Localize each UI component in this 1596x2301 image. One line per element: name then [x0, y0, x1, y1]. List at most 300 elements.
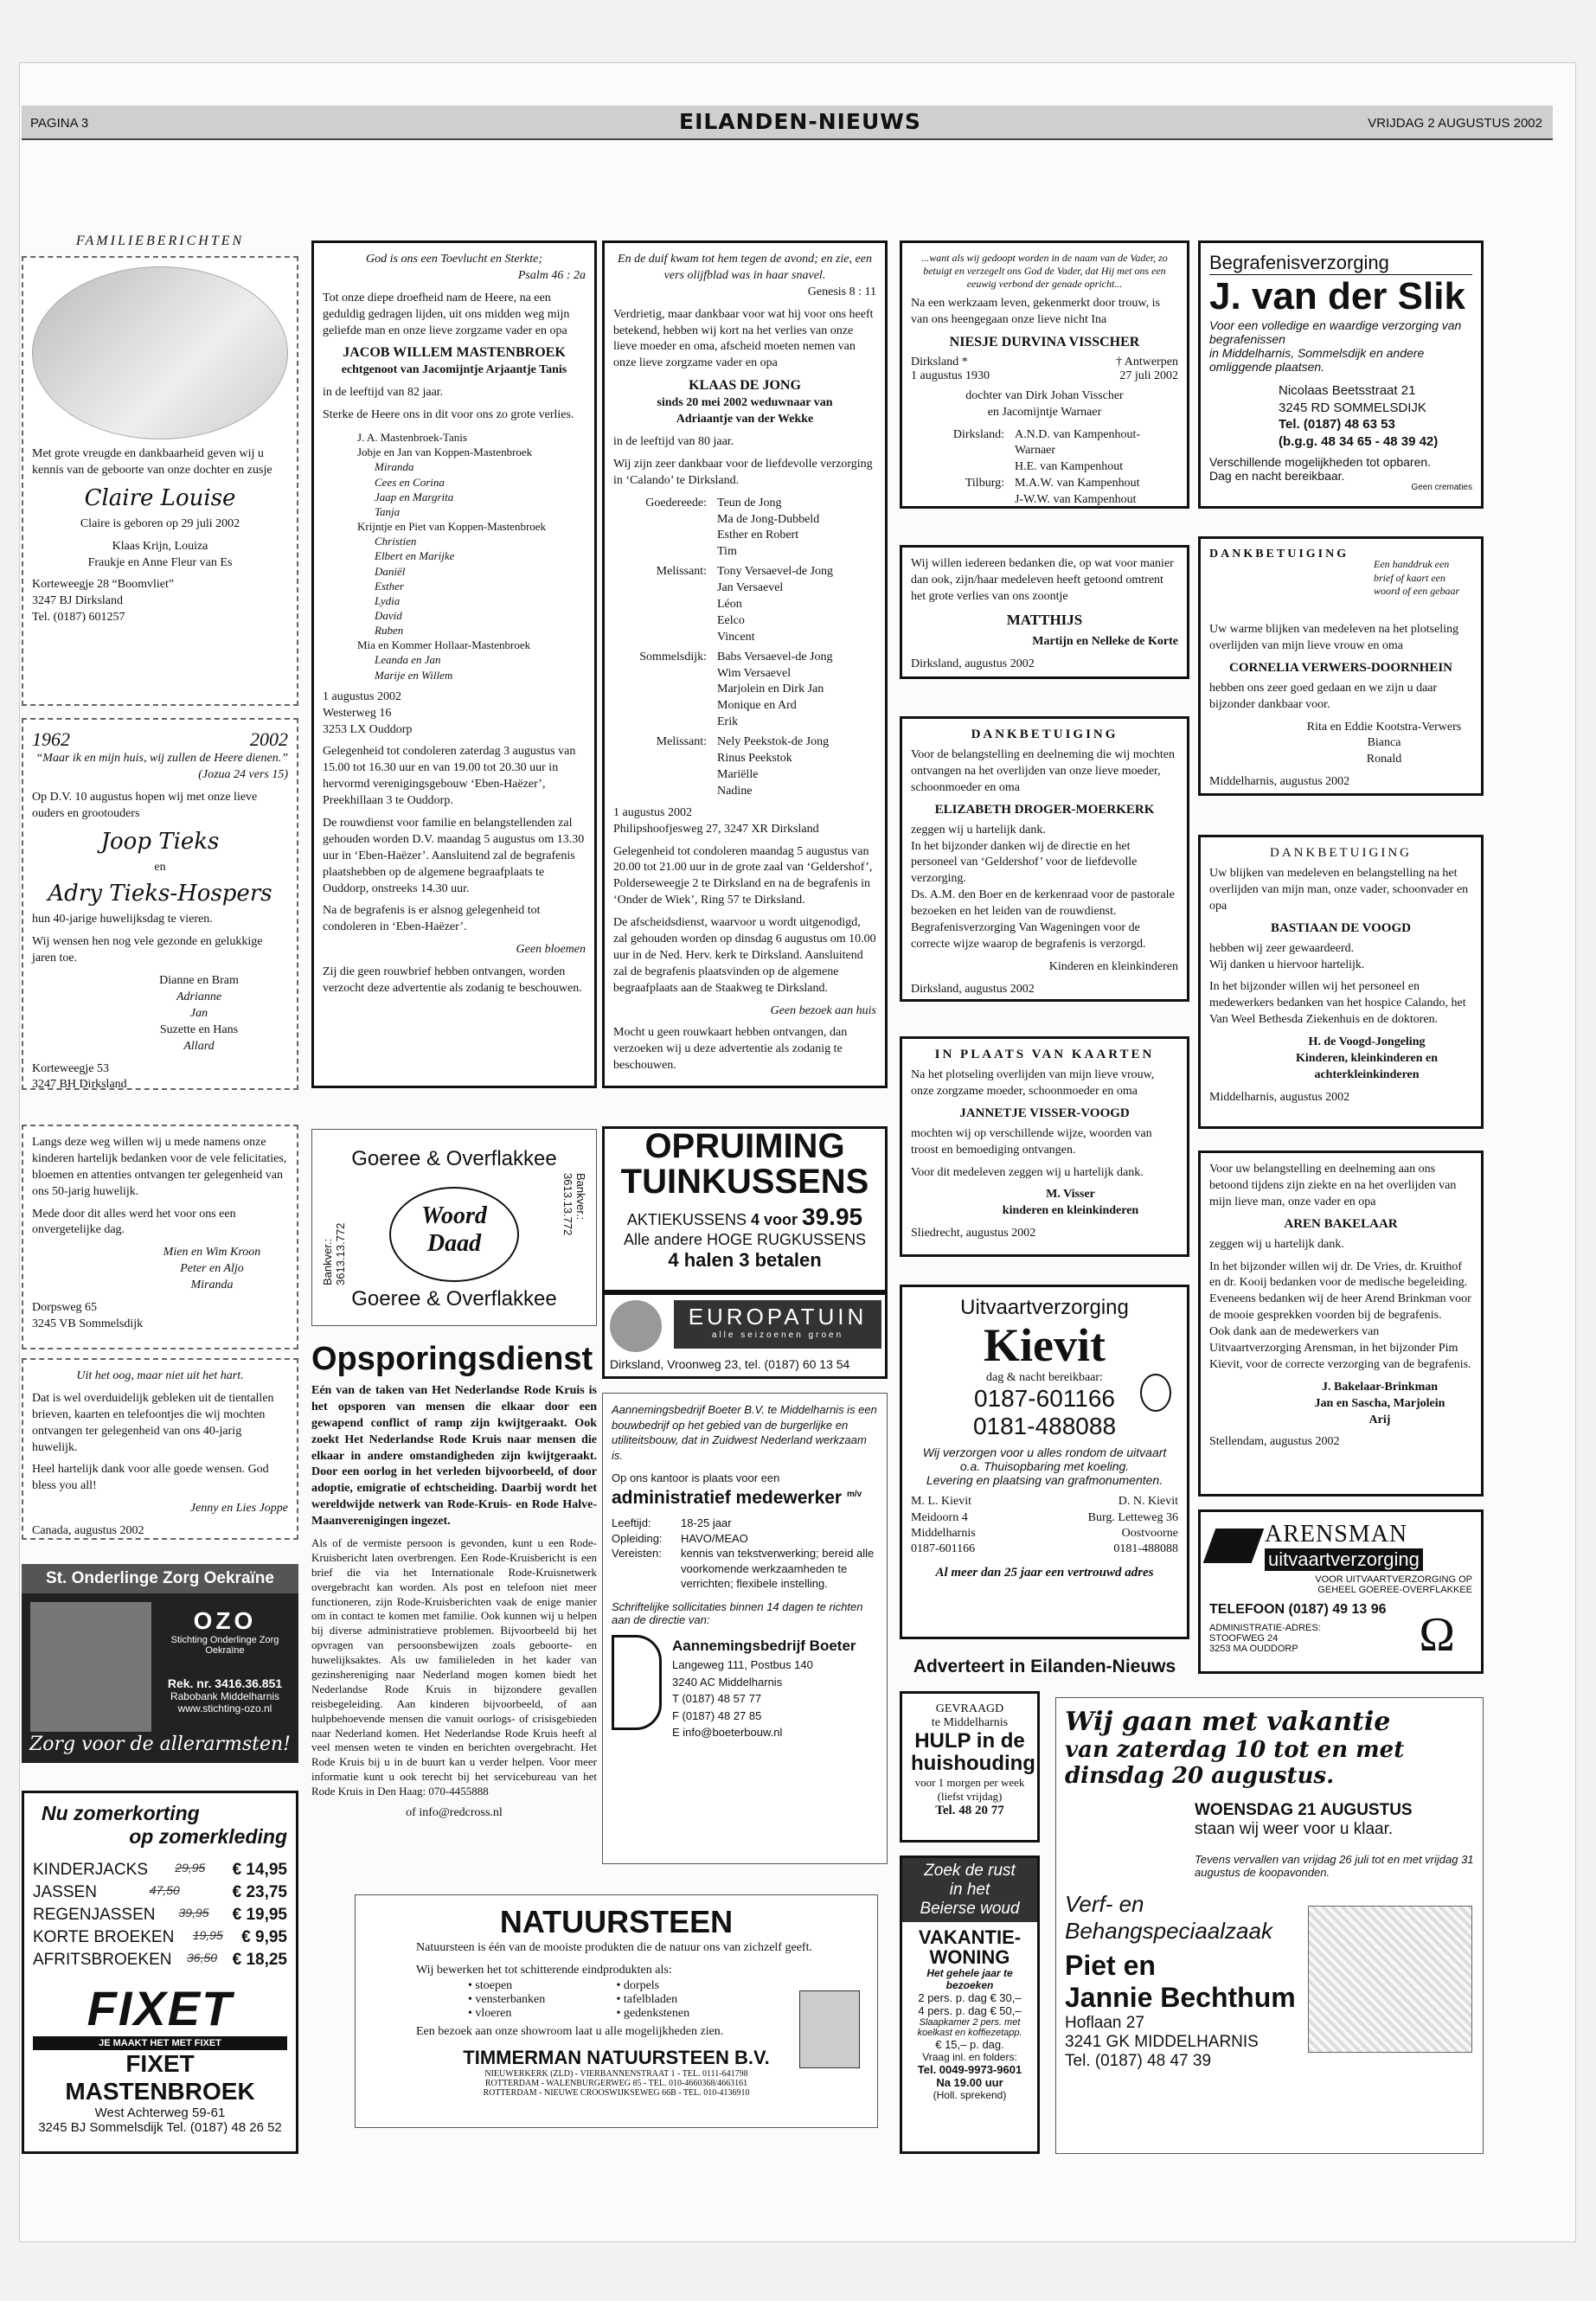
- boeter-city: 3240 AC Middelharnis: [672, 1675, 783, 1689]
- boeter-address: Langeweg 111, Postbus 140: [672, 1658, 813, 1672]
- family-member: Ruben: [375, 624, 404, 638]
- bast-heading: DANKBETUIGING: [1270, 846, 1412, 860]
- jan-heading: IN PLAATS VAN KAARTEN: [934, 1048, 1155, 1061]
- drog-thanks: zeggen wij u hartelijk dank.: [911, 823, 1046, 836]
- obit1-condolence: Gelegenheid tot condoleren zaterdag 3 augustus van 15.00 tot 16.30 uur en van 19.00 tot 20.30 uur in hervormd verenigingsgebouw ‘Eben-Haëzer’, Preekhillaan 3 te Ouddorp.: [323, 745, 576, 808]
- wife-name: Adry Tieks-Hospers: [48, 881, 272, 907]
- obit1-city: 3253 LX Ouddorp: [323, 722, 413, 736]
- thanks-40-years: [22, 1358, 298, 1540]
- hulp-wanted: GEVRAAGD: [935, 1702, 1004, 1715]
- aren-text-5: Ook dank aan de medewerkers van Uitvaartverzorging Arensman, in het bijzonder Pim Kievit, voor de correcte verzorging van de begrafenis.: [1209, 1325, 1471, 1371]
- obituary-visscher: [900, 240, 1189, 509]
- family-member: Jaap en Margrita: [375, 490, 454, 503]
- obit1-after: Na de begrafenis is er alsnog gelegenheid tot condoleren in ‘Eben-Haëzer’.: [323, 904, 541, 934]
- price-item-name: JASSEN: [33, 1883, 97, 1901]
- newspaper-title: EILANDEN-NIEUWS: [679, 109, 921, 134]
- family-member: Wim Versaevel: [717, 666, 792, 680]
- aren-signer-1: J. Bakelaar-Brinkman: [1321, 1380, 1439, 1394]
- cor-text-2: hebben ons zeer goed gedaan en we zijn u daar bijzonder dankbaar voor.: [1209, 681, 1438, 711]
- anniversary-occasion: hun 40-jarige huwelijksdag te vieren.: [32, 913, 213, 926]
- bast-text-4: In het bijzonder willen wij het personeel en medewerkers bedanken van het hospice Calando, het Van Weel Bethesda Ziekenhuis en de doktoren.: [1209, 980, 1466, 1027]
- aren-text: Voor uw belangstelling en deelneming aan ons betoond tijdens zijn ziekte en na het overlijden van mijn lieve man, onze vader en opa: [1209, 1163, 1457, 1208]
- family-member: Leanda en Jan: [375, 653, 441, 667]
- obit1-flowers: Geen bloemen: [516, 943, 586, 957]
- vak-language: (Holl. sprekend): [933, 2089, 1007, 2102]
- kievit-r3: Oostvoorne: [1121, 1526, 1178, 1540]
- boeter-requirements: [612, 1516, 878, 1592]
- wd-bank-left: Bankver.: 3613.13.772: [321, 1222, 347, 1285]
- drog-heading: DANKBETUIGING: [971, 727, 1118, 741]
- ozo-sub: Stichting Onderlinge Zorg Oekraïne: [170, 1635, 279, 1656]
- advertise-box: [900, 1657, 1189, 1682]
- kievit-emblem-icon: [1140, 1374, 1171, 1412]
- obit3-deathdate: 27 juli 2002: [1119, 369, 1178, 382]
- family-group: [613, 496, 876, 561]
- price-new: € 9,95: [241, 1928, 287, 1946]
- cor-quote: Een handdruk een brief of kaart een woord of een gebaar: [1374, 558, 1460, 598]
- boeter-apply: Schriftelijke sollicitaties binnen 14 dagen te richten aan de directie van:: [612, 1599, 863, 1626]
- europatuin-slogan: alle seizoenen groen: [711, 1330, 844, 1340]
- vak-room-price: € 15,– p. dag.: [935, 2038, 1004, 2052]
- drog-staff: In het bijzonder danken wij de directie en het personeel van ‘Geldershof’ voor de liefdevolle verzorging.: [911, 839, 1138, 886]
- thanks-bakelaar: [1198, 1150, 1484, 1497]
- bast-signer-1: H. de Voogd-Jongeling: [1308, 1035, 1426, 1049]
- vak-room: Slaapkamer 2 pers. met koelkast en koffiezetapp.: [917, 2017, 1022, 2039]
- fixet-store-name: FIXET MASTENBROEK: [65, 2050, 255, 2105]
- thanks-visser-voogd: [900, 1036, 1189, 1257]
- anniversary-quote: “Maar ik en mijn huis, wij zullen de Heere dienen.” (Jozua 24 vers 15): [35, 752, 288, 781]
- family-place: Goedereede:: [645, 496, 707, 510]
- obit1-date: 1 augustus 2002: [323, 689, 401, 703]
- fixet-ad: [22, 1791, 298, 2154]
- family-member: David: [375, 609, 402, 622]
- family-member: Cees en Corina: [375, 475, 445, 489]
- boeter-role: administratief medewerker: [612, 1488, 843, 1509]
- ozo-website[interactable]: www.stichting-ozo.nl: [177, 1702, 272, 1715]
- fixet-price-list: [33, 1861, 287, 1970]
- family-heading-box: [22, 234, 298, 253]
- aren-place: Stellendam, augustus 2002: [1209, 1435, 1340, 1449]
- family-member: Christien: [375, 535, 417, 548]
- signer-3: Miranda: [190, 1279, 234, 1292]
- signer-1: Mien en Wim Kroon: [163, 1246, 261, 1259]
- nat-address-1: NIEUWERKERK (ZLD) - VIERBANNENSTRAAT 1 - TEL. 0111-641798: [484, 2068, 748, 2079]
- obit3-mother: en Jacomijntje Warnaer: [987, 405, 1102, 419]
- kievit-r1: D. N. Kievit: [1118, 1495, 1178, 1509]
- jan-signer-1: M. Visser: [1046, 1188, 1095, 1202]
- birth-date: Claire is geboren op 29 juli 2002: [80, 516, 240, 530]
- price-old: 19,95: [192, 1928, 223, 1942]
- pj-reopen-date: WOENSDAG 21 AUGUSTUS: [1195, 1801, 1413, 1819]
- slik-no-cremation: Geen crematies: [1411, 483, 1472, 492]
- family-member: Tony Versaevel-de Jong: [717, 565, 834, 579]
- requirement-row: [612, 1531, 878, 1547]
- thanks-address: Dorpsweg 65: [32, 1301, 98, 1315]
- europatuin-logo: EUROPATUIN: [688, 1304, 868, 1330]
- family-member: Monique en Ard: [717, 699, 797, 713]
- vak-hours: Na 19.00 uur: [936, 2076, 1003, 2090]
- family-member: Mariëlle: [717, 767, 759, 781]
- slik-address: Nicolaas Beetsstraat 21: [1279, 383, 1416, 398]
- product-item: • vloeren: [468, 2006, 512, 2020]
- price-row: [33, 1951, 287, 1970]
- cor-place: Middelharnis, augustus 2002: [1209, 775, 1350, 789]
- nat-title: NATUURSTEEN: [499, 1904, 734, 1939]
- family-member: Nely Peekstok-de Jong: [717, 735, 830, 749]
- arensman-city: 3253 MA OUDDORP: [1209, 1644, 1298, 1654]
- boeter-fax: F (0187) 48 27 85: [672, 1708, 762, 1722]
- thanks2-text: Dat is wel overduidelijk gebleken uit de tientallen brieven, kaarten en telefoontjes die wij mochten ontvangen ter gelegenheid van ons 40-jarig huwelijk.: [32, 1391, 274, 1454]
- family-group: [613, 564, 876, 645]
- jan-signer-2: kinderen en kleinkinderen: [1002, 1204, 1139, 1218]
- matt-text: Wij willen iedereen bedanken die, op wat voor manier dan ook, zijn/haar medeleven heeft getoond omtrent het grote verlies van ons zoontje: [911, 557, 1174, 603]
- thanks2-text-2: Heel hartelijk dank voor alle goede wensen. God bless you all!: [32, 1463, 269, 1493]
- nat-items: [364, 1979, 869, 2021]
- obit3-verse: ...want als wij gedoopt worden in de naam van de Vader, zo betuigt en verzegelt ons God de Vader, dat Hij met ons een eeuwig verbond der genade opricht...: [921, 252, 1168, 290]
- family-member: Erik: [717, 715, 739, 729]
- obit1-line: Sterke de Heere ons in dit voor ons zo grote verlies.: [323, 408, 574, 422]
- birth-phone: Tel. (0187) 601257: [32, 611, 125, 625]
- boeter-vacancy: [602, 1393, 888, 1864]
- price-item-name: KINDERJACKS: [33, 1861, 149, 1879]
- family-member: Miranda: [375, 460, 414, 474]
- obit2-date: 1 augustus 2002: [613, 805, 692, 819]
- family-member: Mia en Kommer Hollaar-Mastenbroek: [357, 638, 531, 652]
- matt-place: Dirksland, augustus 2002: [911, 657, 1035, 670]
- year-start: 1962: [32, 728, 70, 750]
- anniversary-text: Op D.V. 10 augustus hopen wij met onze lieve ouders en grootouders: [32, 790, 258, 820]
- pj-holiday-2: van zaterdag 10 tot en met: [1065, 1737, 1405, 1763]
- baby-name: Claire Louise: [84, 484, 236, 511]
- obit2-visit: Geen bezoek aan huis: [770, 1003, 876, 1017]
- price-old: 36,50: [187, 1951, 218, 1965]
- slik-text-2: in Middelharnis, Sommelsdijk en andere omliggende plaatsen.: [1209, 346, 1425, 374]
- aren-signer-3: Arij: [1368, 1413, 1391, 1426]
- birth-address: Korteweegje 28 “Boomvliet”: [32, 578, 175, 592]
- family-names: [717, 564, 833, 645]
- thanks2-heading: Uit het oog, maar niet uit het hart.: [76, 1369, 244, 1382]
- thanks-text: Langs deze weg willen wij u mede namens onze kinderen hartelijk bedanken voor de vele felicitaties, bloemen en attenties ontvangen ter gelegenheid van ons 50-jarig huwelijk.: [32, 1136, 287, 1198]
- kievit-name: Kievit: [984, 1319, 1106, 1371]
- nat-intro: Natuursteen is één van de mooiste produkten die de natuur ons van zichzelf geeft.: [416, 1941, 812, 1954]
- opr-price: 39.95: [802, 1203, 863, 1230]
- vak-title: VAKANTIE-WONING: [918, 1926, 1022, 1969]
- child-4: Suzette en Hans: [159, 1022, 239, 1036]
- boeter-email[interactable]: E info@boeterbouw.nl: [672, 1726, 783, 1740]
- kievit-text-3: Levering en plaatsing van grafmonumenten.: [926, 1473, 1163, 1488]
- family-member: Babs Versaevel-de Jong: [717, 650, 833, 663]
- boeter-mv: m/v: [846, 1490, 862, 1500]
- hulp-hours: voor 1 morgen per week: [914, 1775, 1025, 1789]
- ozo-account: Rek. nr. 3416.36.851: [167, 1676, 283, 1690]
- page-number: PAGINA 3: [30, 116, 89, 131]
- family-names: [717, 496, 819, 561]
- hulp-place: te Middelharnis: [931, 1716, 1009, 1729]
- arensman-admin: ADMINISTRATIE-ADRES:: [1209, 1623, 1321, 1633]
- opr-title-2: TUINKUSSENS: [620, 1163, 869, 1201]
- hulp-phone: Tel. 48 20 77: [935, 1803, 1004, 1817]
- ozo-slogan: Zorg voor de allerarmsten!: [29, 1734, 292, 1755]
- europatuin-logo-box: [602, 1292, 888, 1379]
- fixet-headline-2: op zomerkleding: [129, 1825, 287, 1848]
- slik-title: Begrafenisverzorging: [1209, 252, 1472, 275]
- family-row: [911, 492, 1178, 509]
- birth-siblings: Fraukje en Anne Fleur van Es: [87, 555, 233, 569]
- rk-title: Opsporingsdienst: [311, 1341, 593, 1377]
- family-member: Rinus Peekstok: [717, 752, 792, 766]
- fixet-city-phone: 3245 BJ Sommelsdijk Tel. (0187) 48 26 52: [38, 2120, 282, 2135]
- requirement-label: Leeftijd:: [612, 1516, 651, 1530]
- obit3-birthplace: Dirksland *: [911, 355, 968, 369]
- omega-icon: Ω: [1419, 1608, 1455, 1662]
- family-place: Sommelsdijk:: [639, 650, 707, 663]
- birth-intro: Met grote vreugde en dankbaarheid geven wij u kennis van de geboorte van onze dochter en zusje: [32, 447, 272, 477]
- obit3-name: NIESJE DURVINA VISSCHER: [949, 334, 1140, 349]
- jan-text-2: mochten wij op verschillende wijze, woorden van troost en bemoediging ontvangen.: [911, 1126, 1152, 1157]
- child-2: Adrianne: [176, 990, 222, 1004]
- aren-name: AREN BAKELAAR: [1284, 1216, 1398, 1231]
- kievit-phone-2: 0181-488088: [972, 1413, 1117, 1440]
- kievit-r2: Burg. Letteweg 36: [1087, 1510, 1178, 1524]
- holiday-home-ad: [900, 1856, 1040, 2154]
- vak-line-2: in het: [949, 1881, 990, 1899]
- family-member: Nadine: [717, 784, 753, 798]
- issue-date: VRIJDAG 2 AUGUSTUS 2002: [1368, 116, 1542, 131]
- slik-phone: Tel. (0187) 48 63 53: [1279, 417, 1395, 432]
- requirement-row: [612, 1546, 878, 1592]
- aren-text-2: zeggen wij u hartelijk dank.: [1209, 1237, 1344, 1251]
- aren-signer-2: Jan en Sascha, Marjolein: [1314, 1396, 1445, 1410]
- pj-name-2: Jannie Bechthum: [1065, 1982, 1296, 2013]
- opr-line-3: 4 halen 3 betalen: [668, 1249, 822, 1271]
- bast-name: BASTIAAN DE VOOGD: [1271, 920, 1411, 935]
- ozo-bank: Rabobank Middelharnis: [170, 1690, 280, 1702]
- price-row: [33, 1906, 287, 1925]
- family-row: [911, 427, 1178, 460]
- obit2-intro: Verdrietig, maar dankbaar voor wat hij voor ons heeft betekend, hebben wij kort na het verlies van onze lieve moeder en oma, afscheid moeten nemen van onze lieve zorgzame vader en opa: [613, 307, 874, 370]
- pj-shop-2: Behangspeciaalzaak: [1065, 1918, 1272, 1944]
- vak-info: Vraag inl. en folders:: [922, 2051, 1017, 2064]
- fixet-slogan: JE MAAKT HET MET FIXET: [33, 2036, 287, 2050]
- family-group: [613, 650, 876, 731]
- price-new: € 23,75: [232, 1883, 287, 1901]
- kievit-text-2: o.a. Thuisopbaring met koeling.: [959, 1459, 1130, 1474]
- and-text: en: [154, 860, 166, 874]
- stone-block-icon: [799, 1990, 860, 2068]
- shop-drawing: [1308, 1906, 1472, 2053]
- thanks-droger: [900, 716, 1189, 1002]
- kievit-r4: 0181-488088: [1113, 1541, 1178, 1555]
- obit1-family: [323, 430, 586, 683]
- nat-address-3: ROTTERDAM - NIEUWE CROOSWIJKSEWEG 66B - TEL. 010-4136910: [483, 2087, 750, 2098]
- year-end: 2002: [250, 728, 288, 750]
- drog-place: Dirksland, augustus 2002: [911, 982, 1035, 996]
- birth-parents: Klaas Krijn, Louiza: [112, 539, 208, 553]
- rk-lead: Eén van de taken van Het Nederlandse Rode Kruis is het opsporen van mensen die elkaar door een gewapend conflict of ramp zijn kwijtgeraakt. Ook zoekt Het Nederlandse Rode Kruis naar mensen die elkaar in andere omstandigheden zijn kwijtgeraakt. Door een oorlog in het verleden bijvoorbeeld, of door adoptie, emigratie of echtscheiding. Daarbij wordt het wereldwijde netwerk van Rode-Kruis- en Rode Halve-Maanverenigingen ingezet.: [311, 1384, 597, 1529]
- arensman-phone: TELEFOON (0187) 49 13 96: [1209, 1602, 1387, 1617]
- kievit-l4: 0187-601166: [911, 1541, 976, 1555]
- opr-deal: 4 voor: [750, 1211, 798, 1228]
- family-place: Tilburg:: [965, 477, 1004, 490]
- hulp-title: HULP in de huishouding: [911, 1729, 1035, 1776]
- europatuin-ad: [602, 1126, 888, 1292]
- slik-text-3: Verschillende mogelijkheden tot opbaren.: [1209, 455, 1432, 469]
- family-names: [717, 734, 829, 800]
- nat-list-heading: Wij bewerken het tot schitterende eindprodukten als:: [416, 1963, 672, 1977]
- family-member: Jobje en Jan van Koppen-Mastenbroek: [357, 445, 533, 459]
- product-item: • tafelbladen: [616, 1992, 678, 2006]
- obit2-verse-ref: Genesis 8 : 11: [807, 285, 876, 298]
- thanks2-signer: Jenny en Lies Joppe: [189, 1502, 288, 1516]
- anniversary-city: 3247 BH Dirksland: [32, 1078, 127, 1090]
- kievit-l1: M. L. Kievit: [911, 1495, 971, 1509]
- slik-phone-alt: (b.g.g. 48 34 65 - 48 39 42): [1279, 433, 1439, 449]
- drog-pastor: Ds. A.M. den Boer en de kerkenraad voor de pastorale bezoeken en het leiden van de rouwdienst. Begrafenisverzorging Van Wageningen voor de correcte wijze waarop de begrafenis is verzorgd.: [911, 888, 1175, 951]
- pj-address: Hoflaan 27: [1065, 2014, 1144, 2032]
- price-old: 29,95: [175, 1861, 206, 1875]
- product-item: • gedenkstenen: [616, 2006, 690, 2020]
- obit2-widower: sinds 20 mei 2002 weduwnaar van: [657, 396, 833, 410]
- price-row: [33, 1861, 287, 1880]
- boeter-logo-icon: [612, 1635, 662, 1730]
- jan-name: JANNETJE VISSER-VOOGD: [959, 1106, 1130, 1120]
- natuursteen-ad: [355, 1894, 878, 2128]
- arensman-name: ARENSMAN: [1265, 1521, 1408, 1548]
- kievit-l2: Meidoorn 4: [911, 1510, 968, 1524]
- cor-signer-2: Bianca: [1367, 736, 1401, 750]
- jan-text: Na het plotseling overlijden van mijn lieve vrouw, onze zorgzame moeder, schoonmoeder en oma: [911, 1068, 1155, 1098]
- thanks2-place: Canada, augustus 2002: [32, 1524, 144, 1538]
- obit2-thanks: Wij zijn zeer dankbaar voor de liefdevolle verzorging in ‘Calando’ te Dirksland.: [613, 457, 873, 487]
- obit2-verse: En de duif kwam tot hem tegen de avond; en zie, een vers olijfblad was in haar snavel.: [618, 253, 872, 282]
- pj-name-1: Piet en: [1065, 1950, 1156, 1981]
- rk-email[interactable]: of info@redcross.nl: [406, 1806, 503, 1820]
- obit2-wife: Adriaantje van der Wekke: [676, 413, 814, 426]
- obit2-service: De afscheidsdienst, waarvoor u wordt uitgenodigd, zal gehouden worden op dinsdag 6 augustus om 10.00 uur in de Ned. Herv. kerk te Dirksland. Aansluitend zal de begrafenis plaatsvinden op de algemene begraafplaats aan de Staakweg te Dirksland.: [613, 916, 876, 995]
- kievit-l3: Middelharnis: [911, 1526, 976, 1540]
- pj-reopen-text: staan wij weer voor u klaar.: [1195, 1820, 1394, 1838]
- requirement-value: HAVO/MEAO: [681, 1531, 748, 1545]
- obit3-family: [911, 427, 1178, 509]
- family-member: Tanja: [375, 504, 401, 518]
- arensman-street: STOOFWEG 24: [1209, 1633, 1279, 1644]
- vak-price-2: 2 pers. p. dag € 30,–: [918, 1991, 1022, 2005]
- obit1-age: in de leeftijd van 82 jaar.: [323, 386, 444, 400]
- vak-line-3: Beierse woud: [920, 1900, 1020, 1918]
- cor-signer-1: Rita en Eddie Kootstra-Verwers: [1306, 720, 1462, 734]
- page-header: [22, 106, 1553, 140]
- family-member: Jan Versaevel: [717, 581, 784, 595]
- jan-place: Sliedrecht, augustus 2002: [911, 1227, 1036, 1240]
- cor-heading: DANKBETUIGING: [1209, 548, 1349, 561]
- obit3-birthdate: 1 augustus 1930: [911, 369, 990, 382]
- thanks-verwers: [1198, 536, 1484, 796]
- family-place: Melissant:: [656, 735, 707, 749]
- requirement-value: kennis van tekstverwerking; bereid alle voorkomende werkzaamheden te verrichten; flexibele instelling.: [681, 1547, 875, 1591]
- family-row: [911, 459, 1178, 476]
- bast-text: Uw blijken van medeleven en belangstelling na het overlijden van mijn man, onze vader, schoonvader en opa: [1209, 867, 1469, 913]
- boeter-phone: T (0187) 48 57 77: [672, 1692, 762, 1706]
- family-member: Esther: [375, 579, 404, 593]
- product-item: • vensterbanken: [468, 1992, 546, 2006]
- price-new: € 14,95: [232, 1861, 287, 1879]
- kievit-footer: Al meer dan 25 jaar een vertrouwd adres: [935, 1566, 1154, 1580]
- family-member: J-W.W. van Kampenhout: [1015, 493, 1137, 507]
- nat-company: TIMMERMAN NATUURSTEEN B.V.: [463, 2046, 770, 2068]
- family-group: [613, 734, 876, 800]
- kievit-sub: dag & nacht bereikbaar:: [986, 1371, 1103, 1385]
- ozo-title: St. Onderlinge Zorg Oekraïne: [22, 1564, 298, 1593]
- fixet-address: West Achterweg 59-61: [94, 2106, 226, 2120]
- obit3-deathplace: † Antwerpen: [1116, 355, 1178, 369]
- cor-signer-3: Ronald: [1366, 753, 1402, 766]
- obit2-address: Philipshoofjesweg 27, 3247 XR Dirksland: [613, 822, 819, 836]
- product-item: • stoepen: [468, 1978, 513, 1992]
- family-member: A.N.D. van Kampenhout-Warnaer: [1015, 427, 1141, 458]
- red-cross-ad: [311, 1341, 597, 1946]
- boeter-name: Aannemingsbedrijf Boeter: [672, 1637, 856, 1654]
- family-member: Tim: [717, 545, 737, 559]
- wd-region-bottom: Goeree & Overflakkee: [351, 1287, 557, 1311]
- bechthum-ad: [1055, 1697, 1484, 2154]
- nat-address-2: ROTTERDAM - WALENBURGERWEG 85 - TEL. 010-4660368/4663161: [484, 2078, 748, 2088]
- europatuin-address: Dirksland, Vroonweg 23, tel. (0187) 60 13 54: [610, 1357, 850, 1371]
- family-member: Teun de Jong: [717, 496, 782, 510]
- obit3-intro: Na een werkzaam leven, gekenmerkt door trouw, is van ons heengegaan onze lieve nicht Ina: [911, 297, 1160, 326]
- family-names: [717, 650, 833, 731]
- obit2-nomail: Mocht u geen rouwkaart hebben ontvangen, dan verzoeken wij u deze advertentie als zodanig te beschouwen.: [613, 1026, 848, 1073]
- slik-text-1: Voor een volledige en waardige verzorging van begrafenissen: [1209, 318, 1462, 346]
- family-member: Esther en Robert: [717, 529, 799, 542]
- drog-name: ELIZABETH DROGER-MOERKERK: [934, 802, 1155, 817]
- ozo-ad: [22, 1564, 298, 1763]
- price-item-name: AFRITSBROEKEN: [33, 1951, 172, 1969]
- pj-city: 3241 GK MIDDELHARNIS: [1065, 2033, 1259, 2051]
- vak-open: Het gehele jaar te bezoeken: [926, 1967, 1013, 1992]
- requirement-label: Vereisten:: [612, 1547, 662, 1561]
- requirement-row: [612, 1516, 878, 1531]
- opr-title-1: OPRUIMING: [644, 1127, 845, 1165]
- obit1-intro: Tot onze diepe droefheid nam de Heere, na een geduldig gedragen lijden, uit ons midden weg mijn geliefde man en onze lieve zorgzame vader en opa: [323, 291, 570, 337]
- anniversary-announcement: [22, 718, 298, 1090]
- obit3-father: dochter van Dirk Johan Visscher: [965, 388, 1124, 402]
- ozo-photo: [30, 1602, 151, 1732]
- arensman-text-1: VOOR UITVAARTVERZORGING OP: [1315, 1574, 1472, 1585]
- obituary-de-jong: [602, 240, 888, 1088]
- fixet-logo: FIXET: [87, 1981, 234, 2035]
- flower-icon: [610, 1300, 662, 1352]
- price-new: € 18,25: [232, 1951, 287, 1969]
- thanks-matthijs: [900, 545, 1189, 679]
- pj-phone: Tel. (0187) 48 47 39: [1065, 2052, 1212, 2070]
- child-1: Dianne en Bram: [159, 974, 239, 988]
- obit1-verse-ref: Psalm 46 : 2a: [517, 268, 586, 282]
- advertise-slogan: Adverteert in Eilanden-Nieuws: [913, 1657, 1176, 1676]
- aren-text-3: In het bijzonder willen wij dr. De Vries, dr. Kruithof en dr. Kooij bedanken voor de medische begeleiding.: [1209, 1259, 1468, 1290]
- thanks-text-2: Mede door dit alles werd het voor ons een onvergetelijke dag.: [32, 1207, 236, 1237]
- pj-holiday-1: Wij gaan met vakantie: [1065, 1707, 1391, 1737]
- price-item-name: REGENJASSEN: [33, 1906, 156, 1924]
- family-member: Ma de Jong-Dubbeld: [717, 512, 820, 526]
- arensman-text-2: GEHEEL GOEREE-OVERFLAKKEE: [1317, 1585, 1472, 1595]
- fixet-headline-1: Nu zomerkorting: [42, 1802, 200, 1824]
- requirement-label: Opleiding:: [612, 1531, 663, 1545]
- baby-photo: [32, 266, 288, 439]
- boeter-intro: Aannemingsbedrijf Boeter B.V. te Middelharnis is een bouwbedrijf op het gebied van de burgerlijke en utiliteitsbouw, dat in Zuidwest Nederland werkzaam is.: [612, 1403, 877, 1462]
- obit2-family: [613, 496, 876, 800]
- obit1-address: Westerweg 16: [323, 706, 392, 720]
- hulp-day: (liefst vrijdag): [937, 1789, 1003, 1803]
